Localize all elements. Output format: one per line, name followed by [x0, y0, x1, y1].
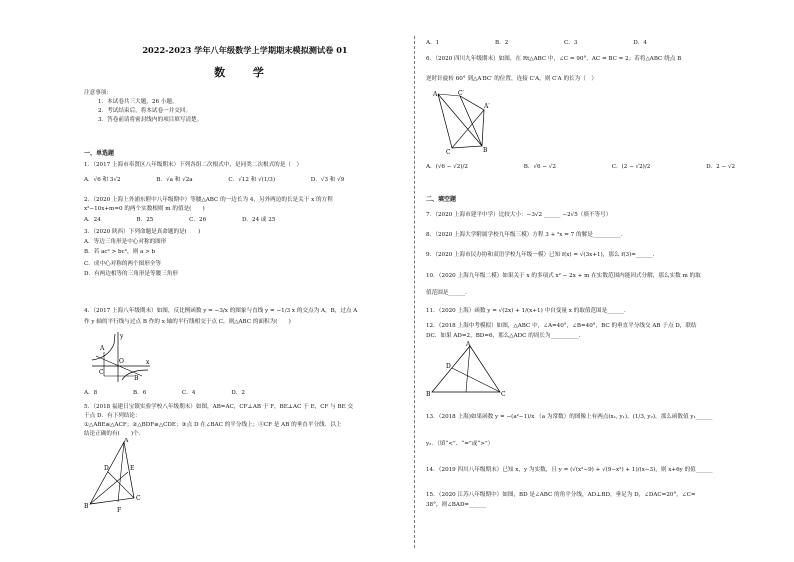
option-d: D．4: [633, 40, 647, 46]
option-b: B．√6 − √2: [523, 164, 556, 170]
triangle-figure: [84, 438, 142, 514]
question-stem: 10．（2020 上海九年级二模）如果关于 x 的多项式 x² − 2x + m 在实数范围内能因式分解，那么实数 m 的取: [426, 273, 701, 279]
fig-label: E: [130, 465, 135, 472]
option-a: A．等边三角形是中心对称的图形: [84, 239, 167, 245]
fig-label: C: [99, 369, 104, 376]
question-stem: 11．（2020 上海）函数 y = √(2x) + 1/(x+1) 中自变量 x 的取值范围是______．: [426, 308, 630, 314]
question-stem: 2．（2020 上海上外浦东附中八年级期中）等腰△ABC 的一边长为 4，另外两边的长是关于 x 的方程: [84, 197, 333, 203]
question-options: [84, 177, 378, 185]
notice-heading: 注意事项：: [84, 90, 112, 96]
option-d: D．2 − √2: [706, 164, 736, 170]
option-a: A．(√6 − √2)/2: [426, 164, 468, 170]
option-b: B．25: [136, 217, 154, 223]
perpendicular-figure: [426, 340, 506, 396]
exam-subject: 数 学: [214, 66, 276, 79]
option-c: C．(2 − √2)/2: [611, 164, 651, 170]
column-divider: [414, 36, 415, 548]
question-stem: x²−10x+m=0 的两个实数根则 m 的值是( ): [84, 206, 205, 212]
question-stem: 15．（2020 江苏八年级期中）如图，BD 是∠ABC 的角平分线，AD⊥BD，垂足为 D，∠DAC=20°，∠C=: [426, 492, 696, 498]
section-heading: 二、填空题: [426, 196, 457, 203]
option-c: C．3: [564, 40, 578, 46]
option-c: C．4: [182, 390, 196, 396]
question-stem: DC．如果 AD=2，BD=6，那么△ADC 的周长为__________．: [426, 333, 585, 339]
fig-label: A′: [484, 103, 490, 110]
fig-label: B: [134, 375, 139, 382]
question-stem: 4．（2017 上海八年级期末）如图，反比例函数 y = −3/x 的图象与直线 y = −1/3 x 的交点为 A，B，过点 A: [84, 308, 358, 314]
question-stem: 8．（2020 上海大学附属学校九年级三模）方程 3 + ²x = 7 的解是__________．: [426, 232, 627, 238]
option-a: A．√6 和 3√2: [84, 177, 121, 183]
hyperbola-figure: [90, 330, 152, 384]
option-a: A．1: [426, 40, 440, 46]
question-stem: 结论正确的有( )个．: [84, 431, 145, 437]
question-stem: 13．（2018 上海)如果函数 y = −(a²−1)/x （a 为常数）的图像上有两点(x₁, y₁)、(1/3, y₂)，那么函数值 y₁______: [426, 414, 713, 420]
option-d: D．2: [231, 390, 245, 396]
option-c: C．成中心对称的两个图形全等: [84, 261, 161, 267]
question-stem: ①△ABE≌△ACF；②△BDF≌△CDE；③点 D 在∠BAC 的平分线上；④CF 是 AB 的垂直平分线．以上: [84, 422, 342, 428]
option-b: B．若 ac² > bc²，则 a > b: [84, 249, 156, 255]
question-options: [84, 217, 309, 225]
fig-label: y: [120, 333, 124, 340]
fig-label: C′: [458, 90, 464, 97]
option-a: A．8: [84, 390, 98, 396]
question-stem: 9．（2020 上海市民办协和双语学校九年级一模）已知 f(x) = √(3x+1)，那么 f(3)=______．: [426, 252, 659, 258]
fig-label: F: [117, 507, 122, 514]
fig-label: B: [483, 147, 488, 154]
fig-label: O: [119, 358, 124, 365]
option-b: B．2: [494, 40, 509, 46]
fig-label: C: [501, 391, 506, 396]
option-d: D．24 或 25: [241, 217, 276, 223]
question-stem: 于点 D．有下列结论：: [84, 413, 141, 419]
fig-label: A: [124, 438, 129, 444]
option-c: C．√12 和 √(1/3): [228, 177, 276, 183]
section-heading: 一、单选题: [84, 150, 115, 157]
question-stem: y₂．（填“<”、“=”或“>”）: [426, 441, 494, 447]
question-options: [84, 390, 279, 398]
exam-title: 2022-2023 学年八年级数学上学期期末模拟测试卷 01: [142, 45, 348, 55]
notice-item: 2．考试结束后，将本试卷一并交回。: [98, 108, 192, 114]
option-b: B．√a 和 √2a: [156, 177, 193, 183]
fig-label: B: [84, 503, 89, 510]
option-b: B．6: [132, 390, 147, 396]
question-stem: 38°，则∠BAD=______: [426, 502, 486, 508]
question-stem: 14．（2019 四川八年级期末）已知 x，y 为实数，且 y = (√(x²−9) + √(9−x²) + 1)/(x−3)，则 x+6y 的值______: [426, 467, 713, 473]
fig-label: A: [100, 345, 105, 352]
fig-label: B: [426, 391, 431, 396]
question-stem: 值范围是______．: [426, 290, 471, 296]
question-stem: 作 y 轴的平行线与过点 B 作的 x 轴的平行线相交于点 C，则△ABC 的面积为( ): [84, 319, 291, 325]
question-stem: 3．（2020 陕西）下列命题是真命题的是( ): [84, 229, 201, 235]
notice-item: 3．答卷前请将密封线内的项目填写清楚。: [98, 117, 203, 123]
option-c: C．26: [189, 217, 207, 223]
question-options: [426, 40, 701, 48]
fig-label: A: [433, 91, 438, 98]
fig-label: D: [104, 465, 109, 472]
question-stem: 12．（2018 上海中考模拟）如图，△ABC 中，∠A=40°，∠B=40°，BC 的垂直平分线交 AB 于点 D，联结: [426, 323, 697, 329]
fig-label: D: [446, 363, 451, 370]
option-a: A．24: [84, 217, 101, 223]
fig-label: A: [466, 341, 471, 348]
fig-label: x: [146, 359, 150, 366]
question-stem: 逆时针旋转 60° 到△A′BC′ 的位置，连接 C′A，则 C′A 的长为（ ）: [426, 76, 598, 82]
notice-item: 1．本试卷共三大题，26 小题。: [98, 99, 178, 105]
question-stem: 7．（2020 上海市建平中学）比较大小：−3√2 ______ −2√5（填不等号）: [426, 212, 612, 218]
question-stem: 1．（2017 上海市奉贤区八年级期末）下列各组二次根式中，是同类二次根式的是（ ）: [84, 162, 303, 168]
fig-label: C: [136, 495, 141, 502]
option-d: D．√3 和 √9: [310, 177, 345, 183]
fig-label: C: [446, 149, 451, 154]
question-options: [426, 164, 789, 172]
question-stem: 5．（2018 福建日宝镇实验学校八年级期末）如图，AB=AC，CF⊥AB 于 F，BE⊥AC 于 E，CF 与 BE 交: [84, 404, 354, 410]
rotation-figure: [430, 88, 490, 154]
question-stem: 6．（2020 四川九年级期末）如图，在 Rt△ABC 中，∠C = 90°，AC = BC = 2；若将△ABC 绕点 B: [426, 56, 682, 62]
option-d: D．有两边相等的三角形是等腰三角形: [84, 271, 178, 277]
